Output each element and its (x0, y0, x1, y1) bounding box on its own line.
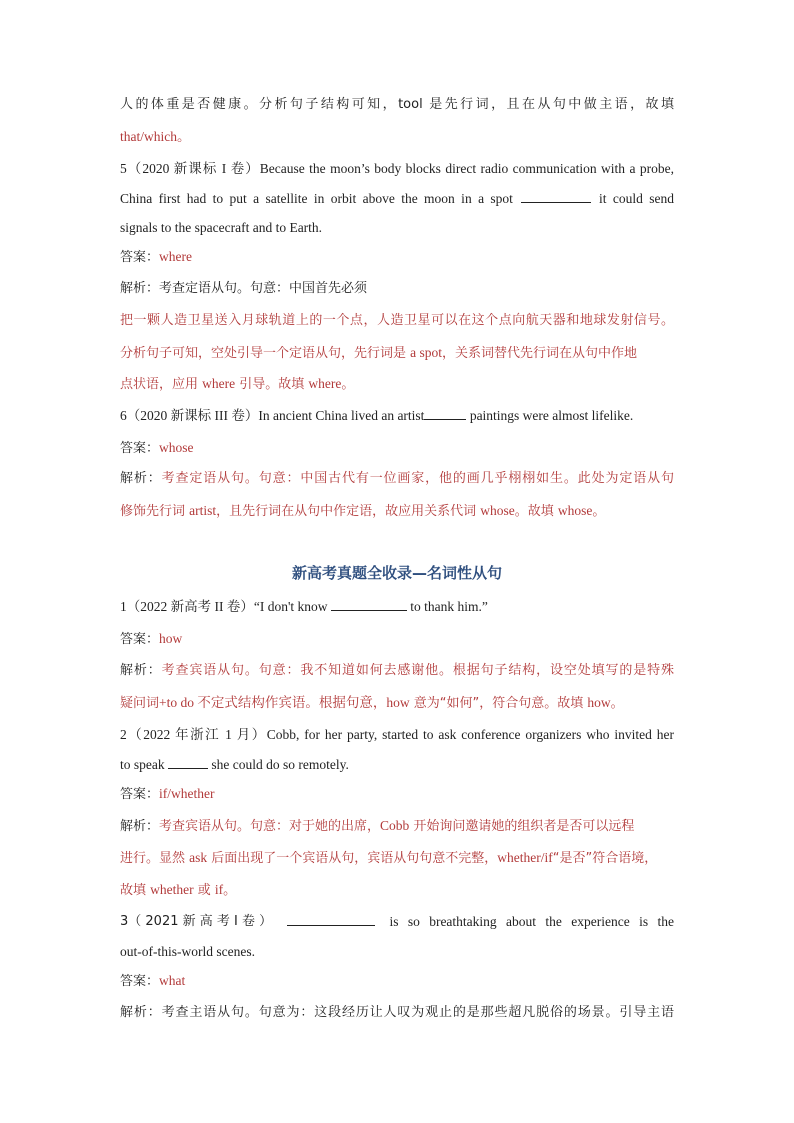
n2-analysis-text-2b: ask (189, 850, 208, 865)
q5-analysis-text-3b: a spot (410, 345, 443, 360)
n2-text-line-1: 2（2022 年浙江 1 月）Cobb, for her party, started to ask conference organizers who invited her (120, 727, 674, 742)
n2-text-2a: to speak (120, 757, 165, 772)
n3-answer (120, 971, 185, 992)
n3-answer-value: what (159, 973, 186, 988)
n2-analysis-text-3b: whether (150, 882, 194, 897)
n3-answer-label: 答案： (120, 974, 160, 989)
n2-analysis-text-3c: 或 (193, 883, 215, 898)
q5-analysis-text-4c: 引导。故填 (235, 377, 309, 392)
n2-answer-value: if/whether (159, 786, 215, 801)
n1-analysis-text-2a: 疑问词 (120, 696, 160, 711)
n2-analysis-line-2 (120, 848, 657, 869)
q5-analysis-text-4d: where (308, 376, 342, 391)
q6-analysis-text-2g: 。 (592, 504, 606, 519)
q6-answer (120, 438, 194, 459)
n1-analysis-text-2b: +to do 不定式结构作宾语。根据句意， (159, 695, 387, 710)
q6-analysis-label: 解析： (120, 471, 162, 486)
q5-analysis-text-3a: 分析句子可知，空处引导一个定语从句，先行词是 (120, 346, 411, 361)
n2-analysis-text-3d: if (214, 882, 224, 897)
q6-analysis-line-1 (120, 469, 674, 489)
n3-text-line-1 (120, 912, 674, 932)
n2-blank (168, 755, 208, 769)
q5-analysis-line-2: 把一颗人造卫星送入月球轨道上的一个点，人造卫星可以在这个点向航天器和地球发射信号。 (120, 313, 674, 328)
n2-analysis-text-3e: 。 (223, 883, 237, 898)
n1-analysis-text-1: 考查宾语从句。句意：我不知道如何去感谢他。根据句子结构，设空处填写的是特殊 (161, 663, 674, 678)
n3-analysis-label: 解析： (120, 1005, 162, 1020)
n1-analysis-line-2 (120, 693, 624, 714)
n1-text-line-1 (120, 597, 488, 617)
q5-text-line-1: 5（2020 新课标 I 卷）Because the moon’s body blocks direct radio communication with a probe, (120, 161, 674, 176)
q6-analysis-text-2f: whose (557, 503, 593, 518)
intro-line-1: 人的体重是否健康。分析句子结构可知，tool 是先行词，且在从句中做主语，故填 (120, 97, 674, 112)
q6-blank (424, 406, 466, 420)
q6-analysis-text-2c: ，且先行词在从句中作定语，故应用关系代词 (216, 504, 481, 519)
q5-analysis-text-4b: where (202, 376, 236, 391)
q6-analysis-line-2 (120, 501, 605, 522)
q5-analysis-line-1 (120, 279, 367, 299)
n2-analysis-text-2a: 进行。显然 (120, 851, 190, 866)
q6-analysis-text-2a: 修饰先行词 (120, 504, 190, 519)
n1-text-1b: to thank him.” (410, 599, 488, 614)
n3-analysis-text-1: 考查主语从句。句意为：这段经历让人叹为观止的是那些超凡脱俗的场景。引导主语 (161, 1005, 674, 1020)
q5-blank (521, 189, 591, 203)
q6-text-1b: paintings were almost lifelike. (469, 408, 634, 423)
q5-analysis-text-3c: ，关系词替代先行词在从句中作地 (442, 346, 638, 361)
n1-analysis-text-2f: 。 (610, 696, 624, 711)
q5-answer-value: where (159, 249, 192, 264)
n2-analysis-text-2d: whether/if (497, 850, 553, 865)
n2-analysis-text-3a: 故填 (120, 883, 151, 898)
q6-text-line-1 (120, 406, 633, 426)
n2-answer (120, 784, 215, 805)
n3-text-1a: 3（ 2021 新 高 考 I 卷 ） (120, 914, 273, 929)
q5-answer-label: 答案： (120, 250, 160, 265)
q5-analysis-label: 解析： (120, 281, 160, 296)
n1-analysis-label: 解析： (120, 663, 162, 678)
q6-analysis-text-2d: whose (480, 503, 515, 518)
q6-analysis-text-2b: artist (189, 503, 217, 518)
n2-analysis-text-2c: 后面出现了一个宾语从句，宾语从句句意不完整， (207, 851, 498, 866)
n2-analysis-text-1c: 开始询问邀请她的组织者是否可以远程 (409, 819, 635, 834)
q5-text-line-2b: it could send (599, 191, 674, 206)
n2-analysis-line-3 (120, 880, 236, 901)
section-title: 新高考真题全收录—名词性从句 (291, 564, 502, 582)
n1-blank (331, 597, 407, 611)
q5-analysis-line-4 (120, 374, 354, 395)
n3-analysis-line-1 (120, 1003, 674, 1023)
q6-text-1a: 6（2020 新课标 III 卷）In ancient China lived an artist (120, 408, 425, 423)
n1-answer-label: 答案： (120, 632, 160, 647)
n3-blank (287, 912, 375, 926)
q5-analysis-text-4e: 。 (341, 377, 355, 392)
n1-analysis-text-2d: 意为“如何”，符合句意。故填 (409, 696, 588, 711)
q6-answer-value: whose (159, 440, 194, 455)
n1-text-1a: 1（2022 新高考 II 卷）“I don't know (120, 599, 328, 614)
q5-analysis-line-3 (120, 343, 637, 364)
n2-analysis-line-1 (120, 816, 634, 837)
q5-text-line-3: signals to the spacecraft and to Earth. (120, 220, 323, 235)
n1-analysis-text-2e: how (587, 695, 611, 710)
n2-text-line-2 (120, 755, 349, 775)
n1-answer-value: how (159, 631, 183, 646)
q6-answer-label: 答案： (120, 441, 160, 456)
n3-text-1b: is so breathtaking about the experience is the (389, 914, 674, 929)
n1-analysis-line-1 (120, 661, 674, 681)
n2-analysis-label: 解析： (120, 819, 160, 834)
n2-analysis-text-1b: Cobb (380, 818, 410, 833)
n2-analysis-text-2e: “是否”符合语境， (552, 851, 658, 866)
q5-analysis-text-1: 考查定语从句。句意：中国首先必须 (159, 281, 368, 296)
q5-text-line-2 (120, 189, 674, 209)
n3-text-line-2: out-of-this-world scenes. (120, 944, 255, 959)
n2-text-2b: she could do so remotely. (211, 757, 349, 772)
n2-analysis-text-1a: 考查宾语从句。句意：对于她的出席， (159, 819, 381, 834)
q5-analysis-text-4a: 点状语，应用 (120, 377, 203, 392)
q5-answer (120, 247, 192, 268)
q5-text-line-2a: China first had to put a satellite in orbit above the moon in a spot (120, 191, 513, 206)
intro-line-2: that/which。 (120, 129, 191, 144)
q6-analysis-text-2e: 。故填 (514, 504, 558, 519)
n1-analysis-text-2c: how (386, 695, 410, 710)
q6-analysis-text-1: 考查定语从句。句意：中国古代有一位画家，他的画几乎栩栩如生。此处为定语从句 (161, 471, 674, 486)
n2-answer-label: 答案： (120, 787, 160, 802)
n1-answer (120, 629, 182, 650)
